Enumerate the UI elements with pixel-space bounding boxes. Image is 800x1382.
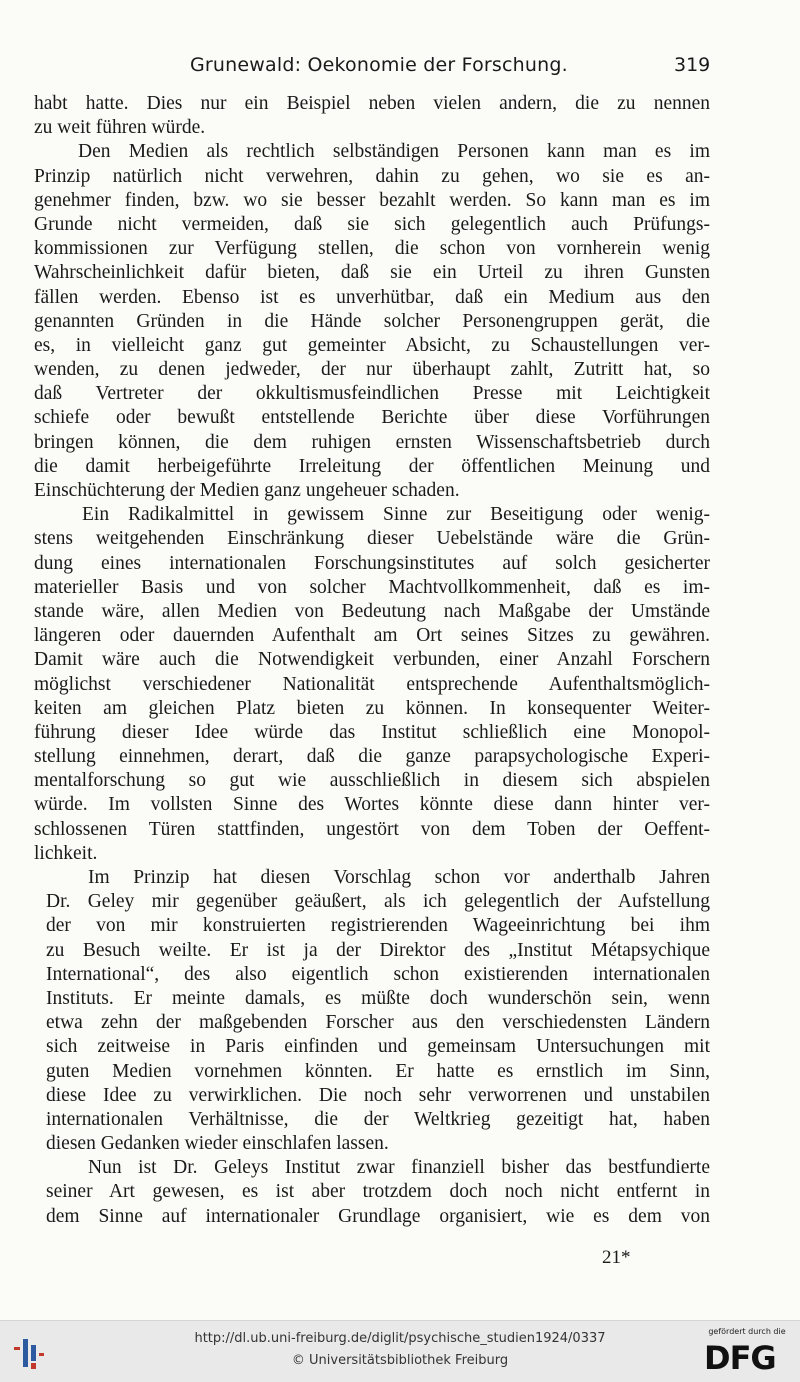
text-line: mentalforschung so gut wie ausschließlich in diesem sich abspielen (34, 770, 710, 792)
dfg-logo: DFG (704, 1339, 776, 1377)
page-number: 319 (674, 54, 711, 76)
text-line: seiner Art gewesen, es ist aber trotzdem doch noch nicht entfernt in (46, 1181, 710, 1203)
text-line: Nun ist Dr. Geleys Institut zwar finanziell bisher das bestfundierte (88, 1157, 710, 1179)
text-line: möglichst verschiedener Nationalität entsprechende Aufenthaltsmöglich- (34, 673, 710, 695)
text-line: die damit herbeigeführte Irreleitung der öffentlichen Meinung und (34, 455, 710, 477)
text-line: Prinzip natürlich nicht verwehren, dahin zu gehen, wo sie es an- (34, 165, 710, 187)
text-line: Wahrscheinlichkeit dafür bieten, daß sie ein Urteil zu ihren Gunsten (34, 262, 710, 284)
text-line: daß Vertreter der okkultismusfeindlichen Presse mit Leichtigkeit (34, 383, 710, 405)
dfg-caption: gefördert durch die (708, 1327, 786, 1336)
body-text (34, 92, 710, 1229)
text-line: diesen Gedanken wieder einschlafen lassen. (46, 1133, 389, 1155)
text-line: genannten Gründen in die Hände solcher Personengruppen gerät, die (34, 310, 710, 332)
dfg-badge (700, 1327, 794, 1377)
text-line: Damit wäre auch die Notwendigkeit verbunden, einer Anzahl Forschern (34, 649, 710, 671)
permalink-url[interactable]: http://dl.ub.uni-freiburg.de/diglit/psychische_studien1924/0337 (194, 1331, 606, 1346)
text-line: kommissionen zur Verfügung stellen, die schon von vornherein wenig (34, 238, 710, 260)
text-line: zu weit führen würde. (34, 117, 206, 139)
text-line: Im Prinzip hat diesen Vorschlag schon vor anderthalb Jahren (88, 867, 710, 888)
text-line: dung eines internationalen Forschungsinstitutes auf solch gesicherter (34, 552, 710, 574)
text-line: genehmer finden, bzw. wo sie besser bezahlt werden. So kann man es im (34, 189, 710, 211)
text-line: es, in vielleicht ganz gut gemeinter Absicht, zu Schaustellungen ver- (34, 334, 710, 356)
text-line: habt hatte. Dies nur ein Beispiel neben vielen andern, die zu nennen (34, 93, 710, 114)
page-header (0, 54, 800, 84)
text-line: lichkeit. (34, 842, 98, 864)
text-line: Einschüchterung der Medien ganz ungeheuer schaden. (34, 480, 460, 501)
text-line: stande wäre, allen Medien von Bedeutung nach Maßgabe der Umstände (34, 600, 710, 622)
footer-bar (0, 1320, 800, 1382)
running-title: Grunewald: Oekonomie der Forschung. (190, 54, 568, 76)
text-line: International“, des also eigentlich schon existierenden internationalen (46, 963, 710, 985)
text-line: längeren oder dauernden Aufenthalt am Ort seines Sitzes zu gewähren. (34, 625, 710, 647)
text-line: der von mir konstruierten registrierenden Wageeinrichtung bei ihm (46, 915, 710, 937)
text-line: fällen werden. Ebenso ist es unverhütbar, daß ein Medium aus den (34, 286, 710, 308)
text-line: würde. Im vollsten Sinne des Wortes könnte diese dann hinter ver- (34, 794, 710, 816)
text-line: zu Besuch weilte. Er ist ja der Direktor des „Institut Métapsychique (46, 939, 710, 961)
text-line: stens weitgehenden Einschränkung dieser Uebelstände wäre die Grün- (34, 528, 710, 550)
text-line: sich zeitweise in Paris einfinden und gemeinsam Untersuchungen mit (46, 1036, 710, 1058)
text-line: internationalen Verhältnisse, die der Weltkrieg gezeitigt hat, haben (46, 1108, 710, 1130)
text-line: guten Medien vornehmen könnten. Er hatte es ernstlich im Sinn, (46, 1060, 710, 1082)
text-line: etwa zehn der maßgebenden Forscher aus den verschiedensten Ländern (46, 1012, 710, 1034)
text-line: führung dieser Idee würde das Institut schließlich eine Monopol- (34, 721, 710, 743)
text-line: schiefe oder bewußt entstellende Berichte über diese Vorführungen (34, 407, 710, 429)
text-line: wenden, zu denen jedweder, der nur überhaupt zahlt, Zutritt hat, so (34, 359, 710, 381)
text-line: Ein Radikalmittel in gewissem Sinne zur Beseitigung oder wenig- (82, 504, 710, 526)
text-line: stellung einnehmen, derart, daß die ganze parapsychologische Experi- (34, 746, 710, 768)
text-line: Den Medien als rechtlich selbständigen Personen kann man es im (78, 141, 710, 163)
text-line: bringen können, die dem ruhigen ernsten Wissenschaftsbetrieb durch (34, 431, 710, 453)
text-line: schlossenen Türen stattfinden, ungestört von dem Toben der Oeffent- (34, 818, 710, 840)
text-line: keiten am gleichen Platz bieten zu können. In konsequenter Weiter- (34, 697, 710, 719)
text-line: Dr. Geley mir gegenüber geäußert, als ich gelegentlich der Aufstellung (46, 891, 710, 913)
text-line: diese Idee zu verwirklichen. Die noch sehr verworrenen und unstabilen (46, 1084, 710, 1106)
text-line: Instituts. Er meinte damals, es müßte doch wunderschön sein, wenn (46, 987, 710, 1009)
signature-mark: 21* (602, 1247, 631, 1268)
text-line: materieller Basis und von solcher Machtvollkommenheit, daß es im- (34, 576, 710, 598)
text-line: dem Sinne auf internationaler Grundlage organisiert, wie es dem von (46, 1205, 710, 1227)
text-line: Grunde nicht vermeiden, daß sie sich gelegentlich auch Prüfungs- (34, 213, 710, 235)
copyright-notice: © Universitätsbibliothek Freiburg (291, 1353, 509, 1368)
